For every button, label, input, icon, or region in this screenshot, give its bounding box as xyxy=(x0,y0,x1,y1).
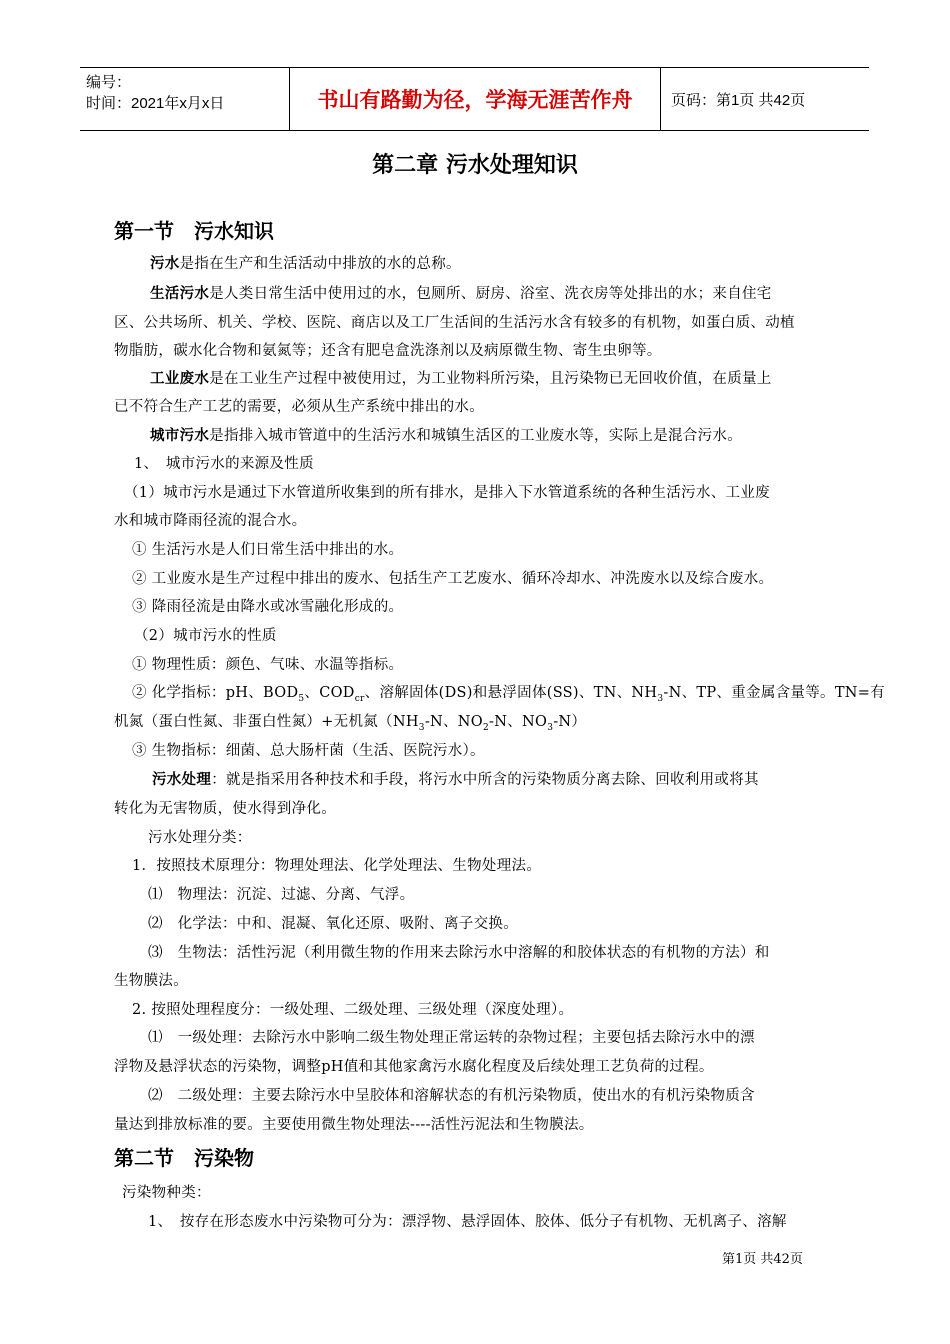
paragraph-line xyxy=(150,424,742,445)
line-text: ② 化学指标：pH、BOD xyxy=(132,685,299,701)
paragraph-line: ⑵ 二级处理：主要去除污水中呈胶体和溶解状态的有机污染物质，使出水的有机污染物质含 xyxy=(148,1088,755,1104)
line-text: 是人类日常生活中使用过的水，包厕所、厨房、浴室、洗衣房等处排出的水；来自住宅 xyxy=(209,286,772,302)
term-domestic: 生活污水 xyxy=(150,286,210,302)
section-title-2: 第二节 污染物 xyxy=(114,1146,254,1170)
subscript: 3 xyxy=(657,693,664,704)
line-text: 是指在生产和生活活动中排放的水的总称。 xyxy=(179,256,461,272)
paragraph-line: ⑴ 一级处理：去除污水中影响二级生物处理正常运转的杂物过程；主要包括去除污水中的漂 xyxy=(148,1030,755,1046)
paragraph-line xyxy=(132,681,885,704)
paragraph-line: 1．按照技术原理分：物理处理法、化学处理法、生物处理法。 xyxy=(132,858,542,874)
subscript: 2 xyxy=(482,722,490,733)
chapter-title: 第二章 污水处理知识 xyxy=(372,153,578,178)
header-motto: 书山有路勤为径，学海无涯苦作舟 xyxy=(289,68,661,130)
header-info xyxy=(80,68,289,130)
header-page-number: 页码：第1页 共42页 xyxy=(671,91,806,109)
line-text: 、溶解固体(DS)和悬浮固体(SS)、TN、NH xyxy=(364,685,658,701)
paragraph-line xyxy=(114,710,586,733)
paragraph-line: ② 工业废水是生产过程中排出的废水、包括生产工艺废水、循环冷却水、冲洗废水以及综合废水。 xyxy=(132,571,774,587)
term-industrial: 工业废水 xyxy=(150,371,210,387)
paragraph-line: ⑴ 物理法：沉淀、过滤、分离、气浮。 xyxy=(148,887,415,903)
paragraph-line: 物脂肪，碳水化合物和氨氮等；还含有肥皂盒洗涤剂以及病原微生物、寄生虫卵等。 xyxy=(114,343,662,359)
line-text: 、COD xyxy=(304,685,355,701)
paragraph-line: 生物膜法。 xyxy=(114,973,188,989)
paragraph-line: 转化为无害物质，使水得到净化。 xyxy=(114,801,336,817)
term-urban: 城市污水 xyxy=(150,428,210,444)
paragraph-line: 2. 按照处理程度分：一级处理、二级处理、三级处理（深度处理）。 xyxy=(132,1002,574,1018)
paragraph-line: 区、公共场所、机关、学校、医院、商店以及工厂生活间的生活污水含有较多的有机物，如蛋白质、动植 xyxy=(114,315,795,331)
paragraph-line xyxy=(150,282,772,303)
subscript: 3 xyxy=(418,722,425,733)
header-date: 时间：2021年x月x日 xyxy=(86,95,225,112)
line-text: -N、TP、重金属含量等。TN=有 xyxy=(663,685,886,701)
paragraph-line: 1、 按存在形态废水中污染物可分为：漂浮物、悬浮固体、胶体、低分子有机物、无机离子、溶解 xyxy=(148,1214,787,1230)
paragraph-line xyxy=(150,367,772,388)
subscript: 5 xyxy=(298,693,305,704)
line-text: -N、NO xyxy=(424,714,483,730)
page-header xyxy=(80,67,869,131)
paragraph-line: 已不符合生产工艺的需要，必须从生产系统中排出的水。 xyxy=(114,399,484,415)
line-text: -N） xyxy=(553,714,587,730)
paragraph-line: ① 物理性质：颜色、气味、水温等指标。 xyxy=(132,657,404,673)
paragraph-line: （1）城市污水是通过下水管道所收集到的所有排水，是排入下水管道系统的各种生活污水、工业废 xyxy=(124,485,770,501)
section-title-1: 第一节 污水知识 xyxy=(114,219,274,243)
paragraph-line: 污染物种类： xyxy=(122,1185,211,1201)
serial-number: 编号： xyxy=(86,74,132,91)
paragraph-line: ⑵ 化学法：中和、混凝、氧化还原、吸附、离子交换。 xyxy=(148,916,518,932)
page-footer: 第1页 共42页 xyxy=(722,1252,803,1267)
line-text: -N、NO xyxy=(489,714,548,730)
paragraph-line xyxy=(150,252,461,273)
subscript: cr xyxy=(354,693,365,704)
paragraph-line: 水和城市降雨径流的混合水。 xyxy=(114,513,307,529)
paragraph-line: 浮物及悬浮状态的污染物，调整pH值和其他家禽污水腐化程度及后续处理工艺负荷的过程。 xyxy=(114,1059,714,1075)
line-text: 机氮（蛋白性氮、非蛋白性氮）+无机氮（NH xyxy=(114,714,419,730)
paragraph-line: ③ 降雨径流是由降水或冰雪融化形成的。 xyxy=(132,599,404,615)
line-text: 是指排入城市管道中的生活污水和城镇生活区的工业废水等，实际上是混合污水。 xyxy=(209,428,742,444)
line-text: ：就是指采用各种技术和手段，将污水中所含的污染物质分离去除、回收利用或将其 xyxy=(211,772,759,788)
paragraph-line: （2）城市污水的性质 xyxy=(134,628,277,644)
subscript: 3 xyxy=(547,722,554,733)
term-sewage: 污水 xyxy=(150,256,180,272)
paragraph-line: 污水处理分类： xyxy=(148,830,252,846)
paragraph-line: ① 生活污水是人们日常生活中排出的水。 xyxy=(132,542,404,558)
line-text: 是在工业生产过程中被使用过，为工业物料所污染，且污染物已无回收价值，在质量上 xyxy=(209,371,772,387)
term-treatment: 污水处理 xyxy=(152,772,212,788)
paragraph-line: ③ 生物指标：细菌、总大肠杆菌（生活、医院污水）。 xyxy=(132,743,485,759)
paragraph-line: 量达到排放标准的要。主要使用微生物处理法----活性污泥法和生物膜法。 xyxy=(114,1117,594,1133)
paragraph-line xyxy=(152,768,759,789)
paragraph-line: ⑶ 生物法：活性污泥（利用微生物的作用来去除污水中溶解的和胶体状态的有机物的方法）和 xyxy=(148,945,770,961)
paragraph-line: 1、 城市污水的来源及性质 xyxy=(134,456,314,472)
